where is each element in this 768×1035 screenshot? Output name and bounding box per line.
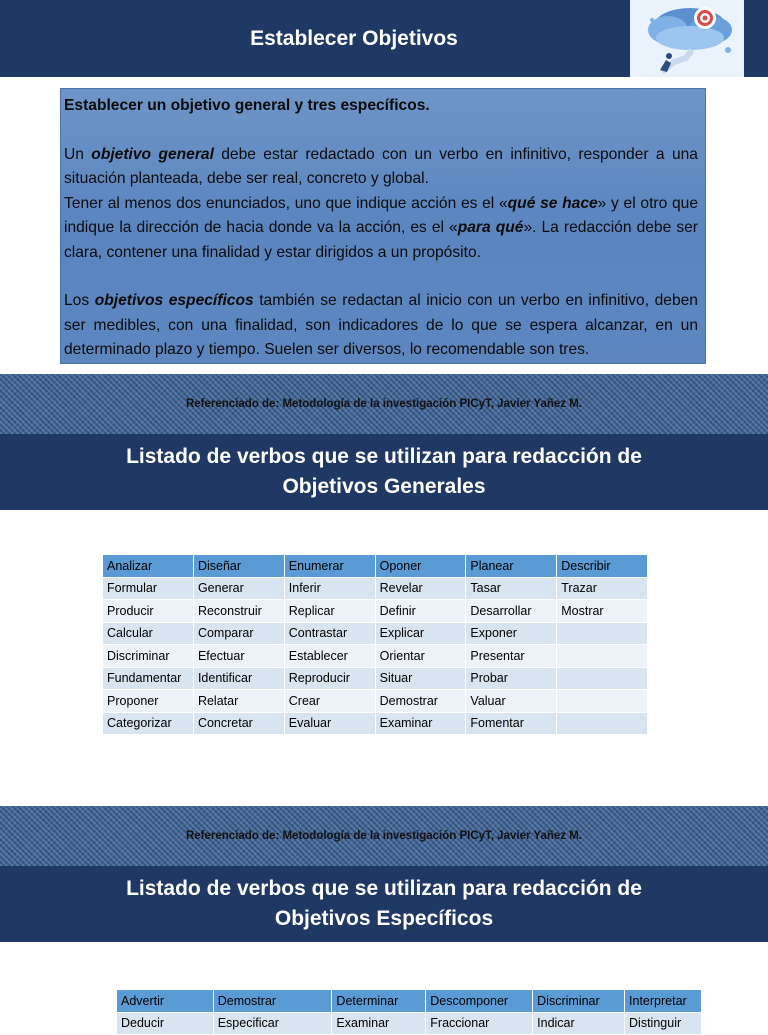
table-cell: Crear [284,690,375,713]
table-cell: Examinar [332,1012,426,1035]
table-cell: Deducir [117,1012,214,1035]
table-cell: Valuar [466,690,557,713]
table-cell [557,645,648,668]
table-row [117,1012,702,1035]
table-cell: Fundamentar [103,667,194,690]
table-cell: Tasar [466,577,557,600]
table-row [103,667,648,690]
table-cell: Discriminar [103,645,194,668]
table-cell: Contrastar [284,622,375,645]
table-cell: Reproducir [284,667,375,690]
table-cell: Demostrar [375,690,466,713]
table-cell: Examinar [375,712,466,735]
specific-verbs-title: Listado de verbos que se utilizan para redacción de Objetivos Específicos [126,877,642,930]
table-cell: Efectuar [193,645,284,668]
table-cell: Fomentar [466,712,557,735]
info-heading: Establecer un objetivo general y tres específicos. [64,97,430,114]
reference-text: Referenciado de: Metodología de la investigación PICyT, Javier Yañez M. [185,398,582,410]
goal-illustration [630,0,744,77]
objectives-info-box [60,88,706,364]
table-cell: Distinguir [625,1012,702,1035]
table-cell: Diseñar [193,555,284,578]
table-cell: Explicar [375,622,466,645]
table-cell: Descomponer [426,990,533,1013]
table-cell: Mostrar [557,600,648,623]
table-cell: Exponer [466,622,557,645]
table-cell: Concretar [193,712,284,735]
reference-banner [0,806,768,866]
table-cell: Establecer [284,645,375,668]
table-cell: Comparar [193,622,284,645]
table-cell: Replicar [284,600,375,623]
table-cell: Interpretar [625,990,702,1013]
table-cell: Definir [375,600,466,623]
table-cell [557,667,648,690]
table-row [103,645,648,668]
table-cell: Formular [103,577,194,600]
table-cell: Generar [193,577,284,600]
table-cell: Determinar [332,990,426,1013]
table-cell: Calcular [103,622,194,645]
specific-objectives-paragraph: Los objetivos específicos también se redactan al inicio con un verbo en infinitivo, deben ser medibles, con una finalidad, son indicadores de lo que se espera alcanzar, en un determinado plazo y tiempo. Suelen ser diversos, lo recomendable son tres. [64,292,698,358]
table-cell: Presentar [466,645,557,668]
table-cell: Advertir [117,990,214,1013]
table-cell: Relatar [193,690,284,713]
table-cell: Describir [557,555,648,578]
table-cell: Analizar [103,555,194,578]
table-cell: Identificar [193,667,284,690]
general-verbs-table [102,554,648,735]
table-cell: Reconstruir [193,600,284,623]
table-cell: Indicar [533,1012,625,1035]
general-verbs-title: Listado de verbos que se utilizan para redacción de Objetivos Generales [126,445,642,498]
table-cell: Orientar [375,645,466,668]
table-row [103,690,648,713]
table-cell: Proponer [103,690,194,713]
statements-paragraph: Tener al menos dos enunciados, uno que indique acción es el «qué se hace» y el otro que indique la dirección de hacia donde va la acción, es el «para qué». La redacción debe ser clara, contener una finalidad y estar dirigidos a un propósito. [64,194,698,261]
table-cell: Oponer [375,555,466,578]
table-cell: Inferir [284,577,375,600]
table-cell: Especificar [213,1012,332,1035]
reference-banner [0,374,768,434]
table-cell [557,622,648,645]
table-header-row [117,990,702,1013]
table-cell: Discriminar [533,990,625,1013]
page-title: Establecer Objetivos [250,26,458,50]
table-header-row [103,555,648,578]
table-cell: Enumerar [284,555,375,578]
table-cell [557,690,648,713]
general-verbs-title-bar [0,434,768,510]
table-cell: Categorizar [103,712,194,735]
reference-text: Referenciado de: Metodología de la investigación PICyT, Javier Yañez M. [185,830,582,842]
table-cell: Producir [103,600,194,623]
general-objective-paragraph: Un objetivo general debe estar redactado con un verbo en infinitivo, responder a una situación planteada, debe ser real, concreto y global. [64,145,698,187]
table-cell: Planear [466,555,557,578]
table-cell: Fraccionar [426,1012,533,1035]
title-bar [0,0,768,77]
table-cell: Situar [375,667,466,690]
table-row [103,712,648,735]
target-cloud-icon [630,0,744,77]
table-cell [557,712,648,735]
specific-verbs-table [116,989,702,1035]
table-cell: Revelar [375,577,466,600]
table-row [103,600,648,623]
table-cell: Trazar [557,577,648,600]
specific-verbs-title-bar [0,866,768,942]
table-row [103,577,648,600]
table-cell: Desarrollar [466,600,557,623]
table-cell: Evaluar [284,712,375,735]
table-row [103,622,648,645]
table-cell: Demostrar [213,990,332,1013]
table-cell: Probar [466,667,557,690]
